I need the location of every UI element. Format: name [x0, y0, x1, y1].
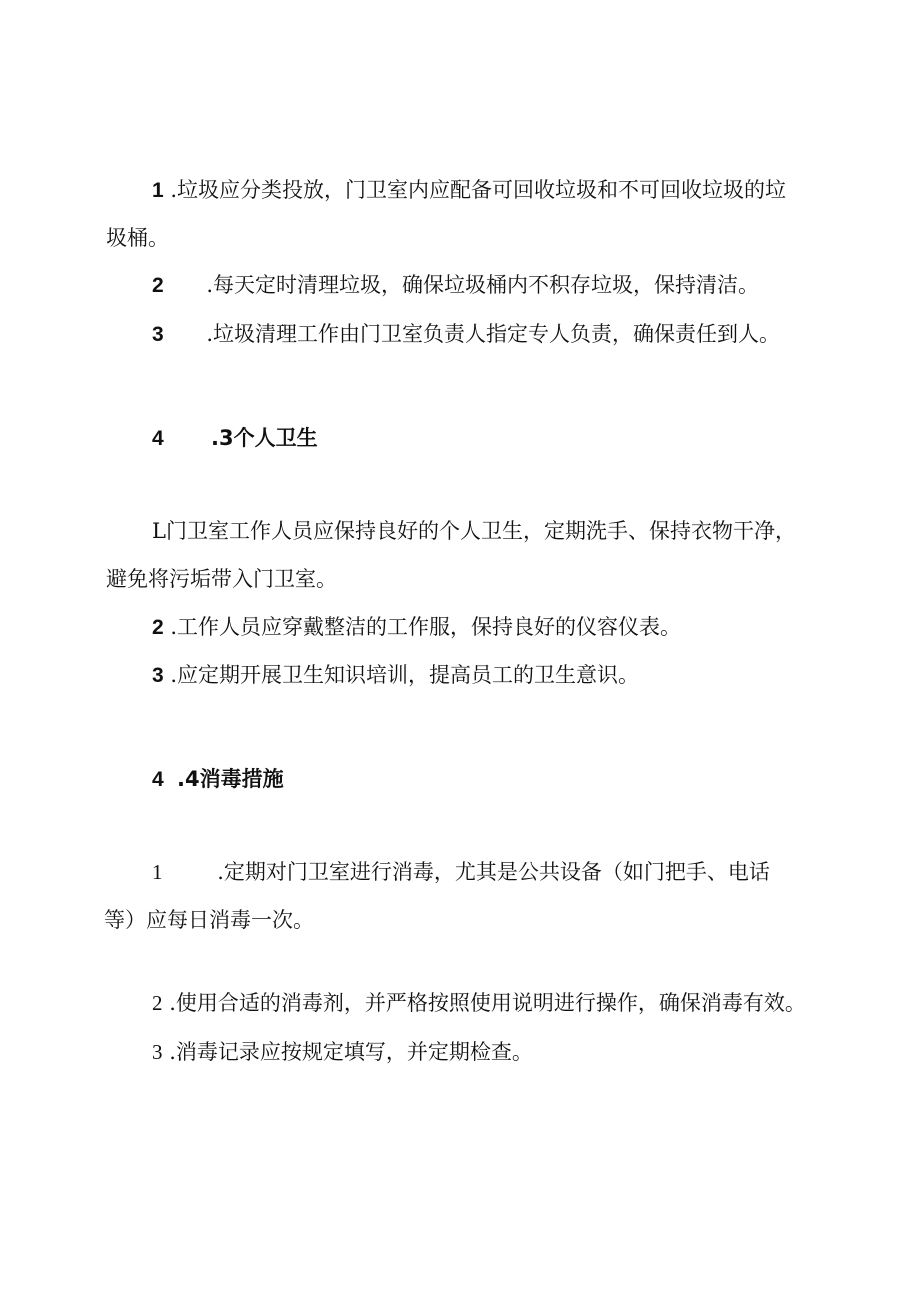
item-number: 2 [152, 991, 163, 1015]
heading-number: 4 [152, 768, 164, 791]
item-text: .垃圾应分类投放，门卫室内应配备可回收垃圾和不可回收垃圾的垃 [170, 178, 787, 202]
personal-item-2 [152, 612, 681, 643]
item-text: .应定期开展卫生知识培训，提高员工的卫生意识。 [170, 663, 640, 687]
item-number: 3 [152, 323, 164, 346]
item-number: 2 [152, 616, 164, 639]
heading-text: .3个人卫生 [211, 426, 318, 450]
heading-text: .4消毒措施 [177, 767, 284, 791]
disinfection-item-3 [152, 1037, 533, 1067]
section-heading-personal-hygiene [152, 423, 318, 454]
item-number: 1 [152, 179, 164, 202]
item-number: 3 [152, 664, 164, 687]
waste-item-2 [152, 270, 759, 301]
personal-item-1-continuation: 避免将污垢带入门卫室。 [106, 567, 337, 591]
waste-item-1 [152, 175, 786, 206]
disinfection-item-2 [152, 988, 806, 1018]
item-text: .定期对门卫室进行消毒，尤其是公共设备（如门把手、电话 [217, 860, 770, 884]
section-heading-disinfection [152, 764, 284, 795]
item-number: 3 [152, 1040, 163, 1064]
personal-item-1: L门卫室工作人员应保持良好的个人卫生，定期洗手、保持衣物干净， [152, 519, 796, 543]
waste-item-1-continuation: 圾桶。 [106, 226, 169, 250]
disinfection-item-1 [152, 857, 770, 887]
item-text: .工作人员应穿戴整洁的工作服，保持良好的仪容仪表。 [170, 615, 682, 639]
item-text: .使用合适的消毒剂，并严格按照使用说明进行操作，确保消毒有效。 [169, 991, 806, 1015]
item-text: .消毒记录应按规定填写，并定期检查。 [169, 1040, 533, 1064]
heading-number: 4 [152, 427, 164, 450]
disinfection-item-1-continuation: 等）应每日消毒一次。 [104, 908, 314, 932]
item-text: .垃圾清理工作由门卫室负责人指定专人负责，确保责任到人。 [206, 322, 781, 346]
item-number: 2 [152, 274, 164, 297]
waste-item-3 [152, 319, 780, 350]
personal-item-3 [152, 660, 639, 691]
item-text: .每天定时清理垃圾，确保垃圾桶内不积存垃圾，保持清洁。 [206, 273, 760, 297]
item-number: 1 [152, 860, 163, 884]
